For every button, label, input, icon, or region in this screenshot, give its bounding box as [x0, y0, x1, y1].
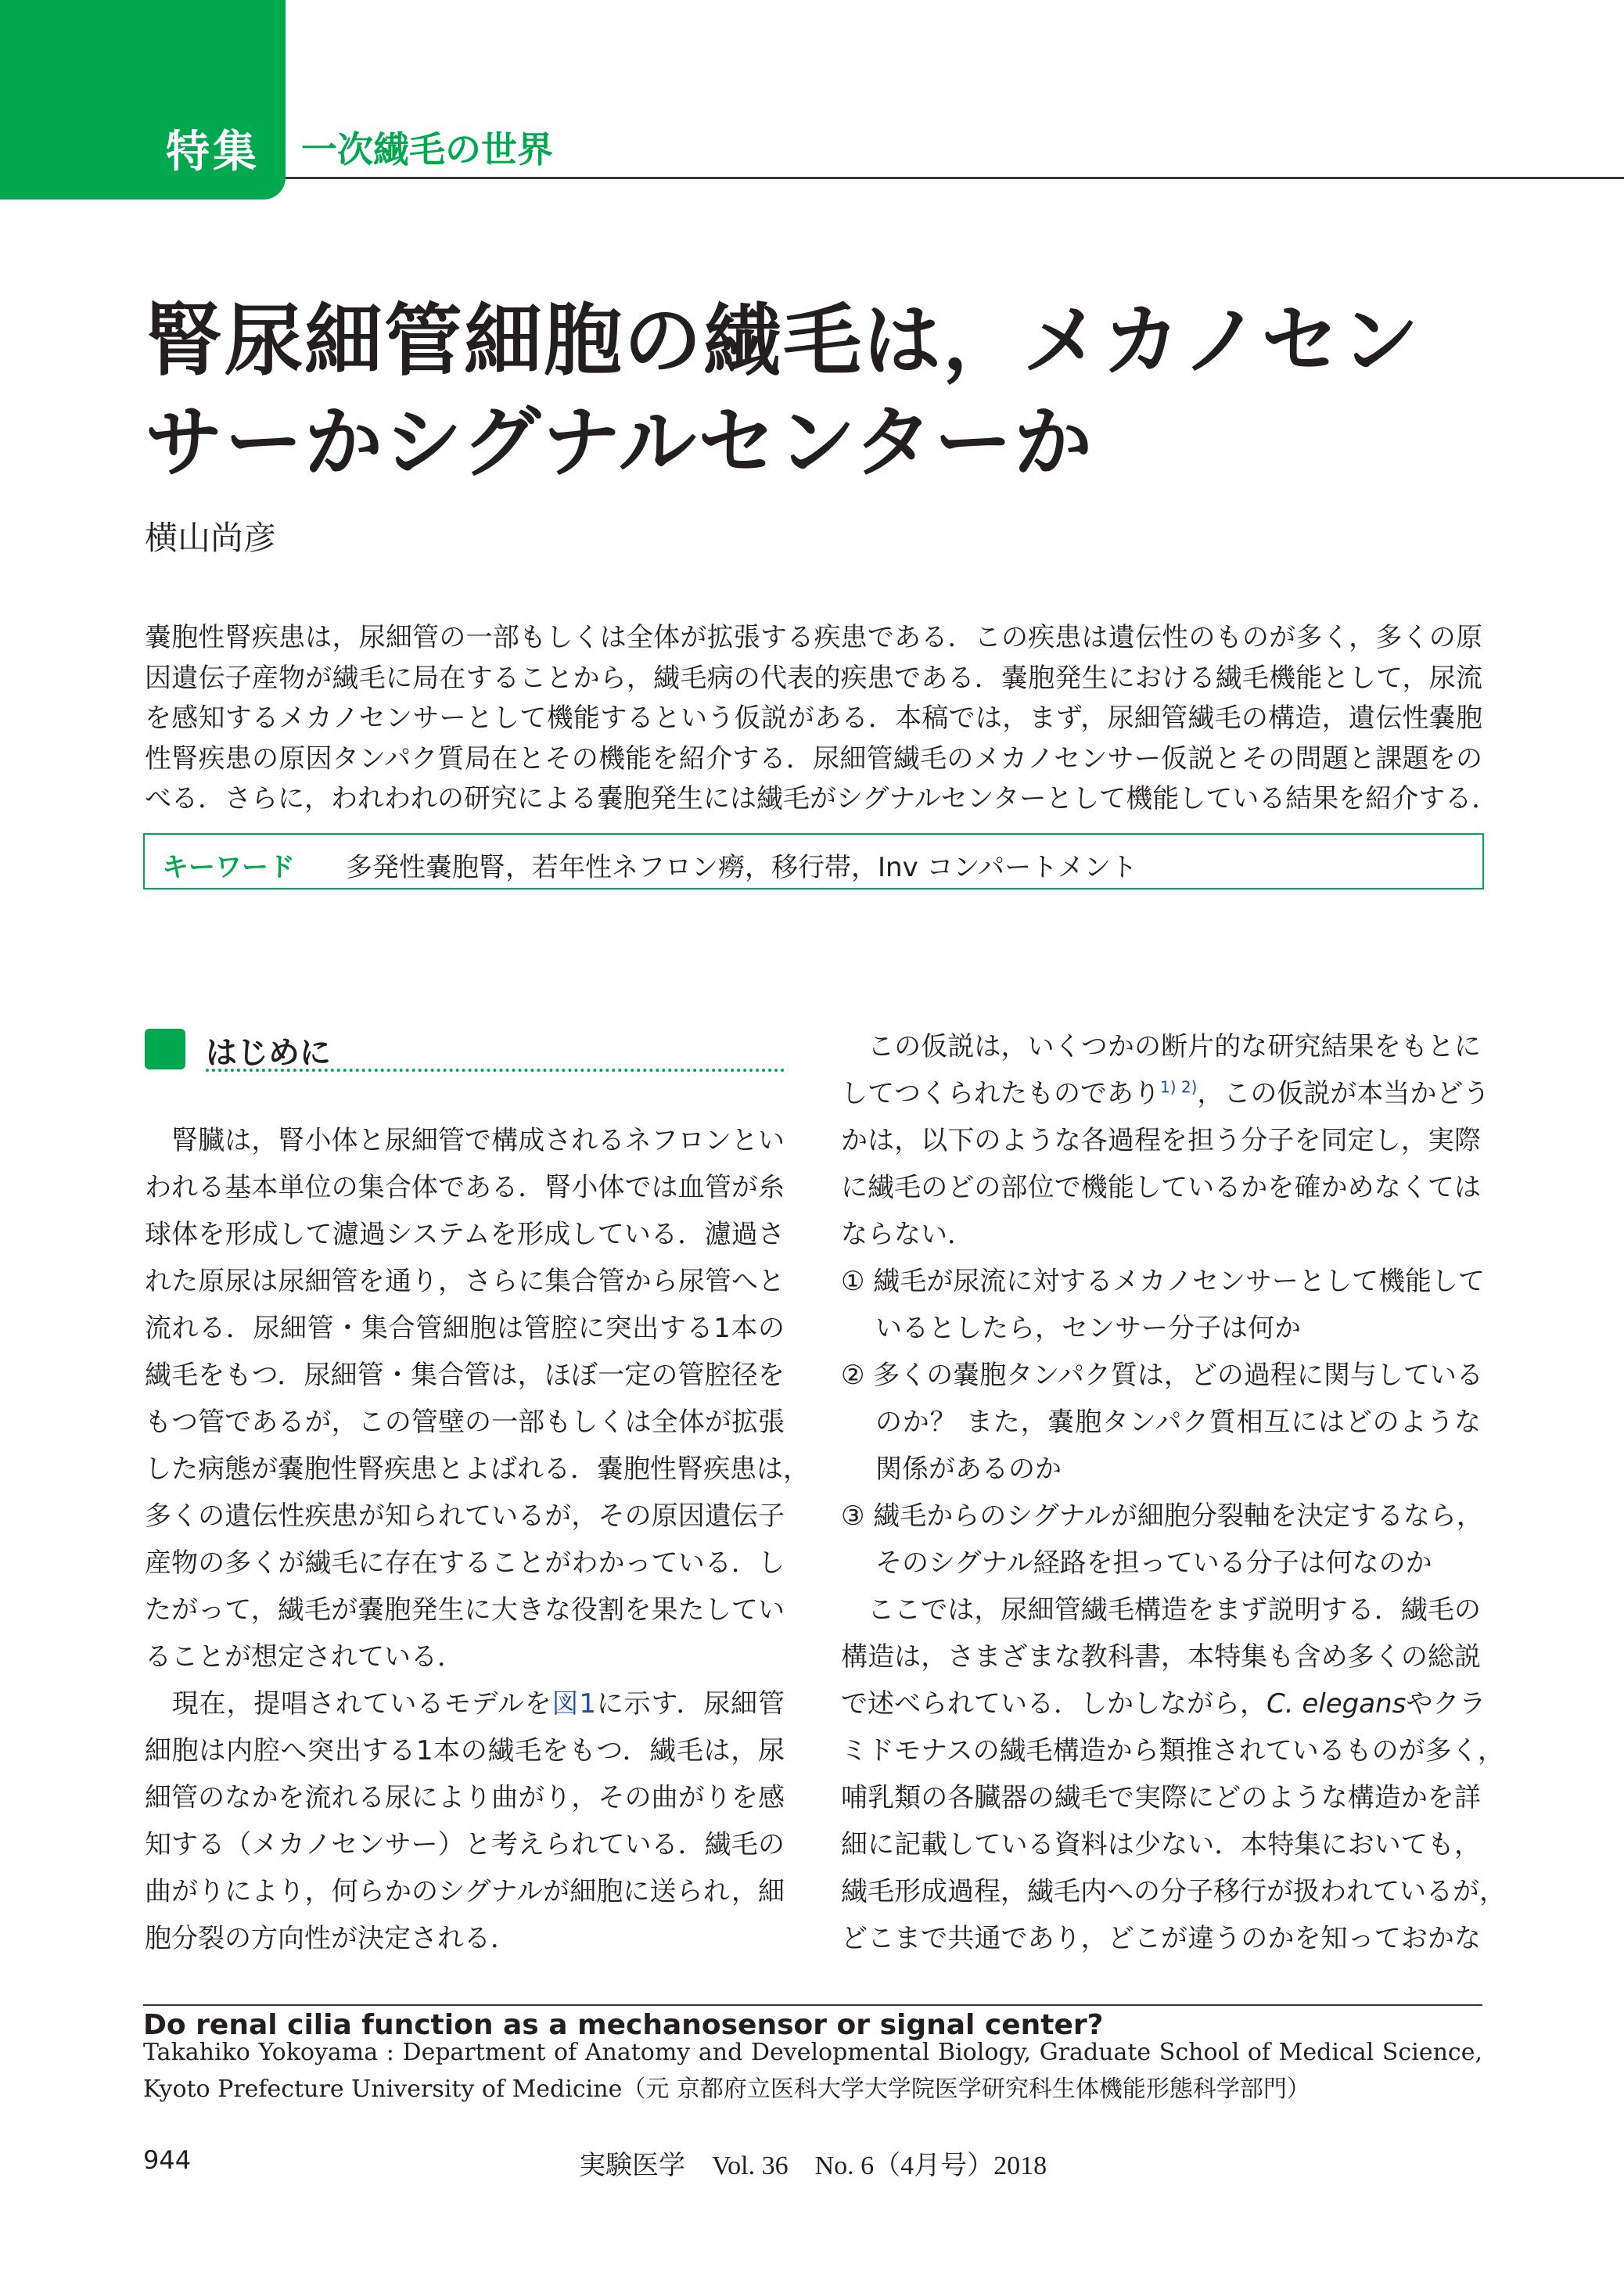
- body-line: 哺乳類の各臓器の繊毛で実際にどのような構造かを詳: [841, 1782, 1481, 1813]
- text: してつくられたものであり: [841, 1078, 1160, 1109]
- abstract-line: 嚢胞性腎疾患は，尿細管の一部もしくは全体が拡張する疾患である．この疾患は遺伝性のものが多く，多くの原: [145, 622, 1482, 653]
- section-heading: [145, 1025, 785, 1072]
- body-line: 細胞は内腔へ突出する1本の繊毛をもつ．繊毛は，尿: [145, 1735, 785, 1766]
- body-line: のか？ また，嚢胞タンパク質相互にはどのような: [875, 1407, 1481, 1438]
- body-line: この仮説は，いくつかの断片的な研究結果をもとに: [841, 1031, 1481, 1062]
- body-line: ならない．: [841, 1219, 974, 1250]
- figure-1-link[interactable]: 図1: [552, 1688, 596, 1720]
- body-line: もつ管であるが，この管壁の一部もしくは全体が拡張: [145, 1407, 785, 1438]
- body-line: ミドモナスの繊毛構造から類推されているものが多く，: [841, 1735, 1504, 1766]
- body-line: どこまで共通であり，どこが違うのかを知っておかな: [841, 1923, 1481, 1954]
- keywords-label: キーワード: [162, 852, 295, 883]
- author: 横山尚彦: [145, 519, 277, 557]
- body-line: われる基本単位の集合体である．腎小体では血管が糸: [145, 1172, 785, 1203]
- article-title-line-1: 腎尿細管細胞の繊毛は，メカノセン: [145, 295, 1421, 386]
- body-line: 流れる．尿細管・集合管細胞は管腔に突出する1本の: [145, 1313, 785, 1344]
- body-line: ここでは，尿細管繊毛構造をまず説明する．繊毛の: [841, 1594, 1481, 1626]
- body-line: 多くの遺伝性疾患が知られているが，その原因遺伝子: [145, 1501, 785, 1532]
- right-column: [841, 1023, 1506, 1962]
- body-line: 繊毛形成過程，繊毛内への分子移行が扱われているが，: [841, 1876, 1506, 1907]
- abstract-line: べる．さらに，われわれの研究による嚢胞発生には繊毛がシグナルセンターとして機能している結果を紹介する．: [145, 783, 1499, 814]
- body-line: 胞分裂の方向性が決定される．: [145, 1923, 517, 1954]
- section-underline: [206, 1069, 785, 1072]
- text: 現在，提唱されているモデルを: [145, 1688, 552, 1720]
- body-line: ② 多くの嚢胞タンパク質は，どの過程に関与している: [841, 1360, 1483, 1391]
- body-line: に繊毛のどの部位で機能しているかを確かめなくては: [841, 1172, 1481, 1203]
- list-item: [841, 1352, 1481, 1493]
- abstract-line: を感知するメカノセンサーとして機能するという仮説がある．本稿では，まず，尿細管繊毛の構造，遺伝性嚢胞: [145, 703, 1482, 734]
- article-title-line-2: サーかシグナルセンターか: [145, 397, 1094, 488]
- abstract-line: 因遺伝子産物が繊毛に局在することから，繊毛病の代表的疾患である．嚢胞発生における繊毛機能として，尿流: [145, 662, 1482, 694]
- body-line: 細に記載している資料は少ない．本特集においても，: [841, 1829, 1481, 1860]
- body-line: [841, 1070, 1490, 1117]
- body-line: [145, 1680, 785, 1727]
- affiliation-line: Takahiko Yokoyama : Department of Anatomy and Developmental Biology, Graduate School of Medical Science,: [143, 2039, 1482, 2066]
- keywords-text: 多発性嚢胞腎，若年性ネフロン癆，移行帯，Inv コンパートメント: [346, 852, 1137, 883]
- body-line: 曲がりにより，何らかのシグナルが細胞に送られ，細: [145, 1876, 785, 1907]
- body-line: 繊毛をもつ．尿細管・集合管は，ほぼ一定の管腔径を: [145, 1360, 785, 1391]
- body-line: [841, 1680, 1486, 1727]
- body-line: ることが想定されている．: [145, 1641, 464, 1673]
- keywords-box: [143, 833, 1484, 890]
- body-line: いるとしたら，センサー分子は何か: [875, 1313, 1301, 1344]
- list-item: [841, 1493, 1481, 1587]
- body-line: 球体を形成して濾過システムを形成している．濾過さ: [145, 1219, 785, 1250]
- text: ，この仮説が本当かどう: [1197, 1078, 1490, 1109]
- body-line: 知する（メカノセンサー）と考えられている．繊毛の: [145, 1829, 785, 1860]
- section-title: はじめに: [206, 1035, 331, 1071]
- body-line: れた原尿は尿細管を通り，さらに集合管から尿管へと: [145, 1266, 785, 1297]
- header-divider: [286, 177, 1624, 179]
- text: やクラ: [1406, 1688, 1486, 1720]
- body-line: 産物の多くが繊毛に存在することがわかっている．し: [145, 1547, 785, 1579]
- body-line: 構造は，さまざまな教科書，本特集も含め多くの総説: [841, 1641, 1481, 1673]
- body-line: ③ 繊毛からのシグナルが細胞分裂軸を決定するなら，: [841, 1501, 1483, 1532]
- journal-citation: 実験医学 Vol. 36 No. 6（4月号）2018: [579, 2151, 1047, 2180]
- english-title: Do renal cilia function as a mechanosensor or signal center?: [143, 2009, 1104, 2041]
- body-line: そのシグナル経路を担っている分子は何なのか: [875, 1547, 1432, 1579]
- body-line: 腎臓は，腎小体と尿細管で構成されるネフロンとい: [145, 1125, 785, 1156]
- series-title: 一次繊毛の世界: [301, 128, 553, 171]
- body-line: ① 繊毛が尿流に対するメカノセンサーとして機能して: [841, 1266, 1485, 1297]
- text: に示す．尿細管: [596, 1688, 785, 1720]
- affiliation-line: Kyoto Prefecture University of Medicine（元 京都府立医科大学大学院医学研究科生体機能形態科学部門）: [143, 2076, 1310, 2103]
- feature-label: 特集: [166, 127, 260, 178]
- body-line: 関係があるのか: [875, 1454, 1062, 1485]
- abstract: [145, 618, 1499, 820]
- section-marker-icon: [145, 1029, 185, 1069]
- page-number: 944: [143, 2145, 192, 2175]
- body-line: たがって，繊毛が嚢胞発生に大きな役割を果たしてい: [145, 1594, 785, 1626]
- footer-divider: [143, 2004, 1482, 2006]
- list-item: [841, 1258, 1485, 1352]
- text: で述べられている．しかしながら，: [841, 1688, 1267, 1720]
- species-name: C. elegans: [1267, 1688, 1407, 1720]
- body-line: 細管のなかを流れる尿により曲がり，その曲がりを感: [145, 1782, 785, 1813]
- body-line: かは，以下のような各過程を担う分子を同定し，実際: [841, 1125, 1481, 1156]
- abstract-line: 性腎疾患の原因タンパク質局在とその機能を紹介する．尿細管繊毛のメカノセンサー仮説とその問題と課題をの: [145, 742, 1482, 775]
- left-column: [145, 1117, 810, 1962]
- reference-link[interactable]: 1) 2): [1160, 1077, 1198, 1097]
- feature-tab: [0, 0, 286, 199]
- body-line: した病態が嚢胞性腎疾患とよばれる．嚢胞性腎疾患は，: [145, 1454, 810, 1485]
